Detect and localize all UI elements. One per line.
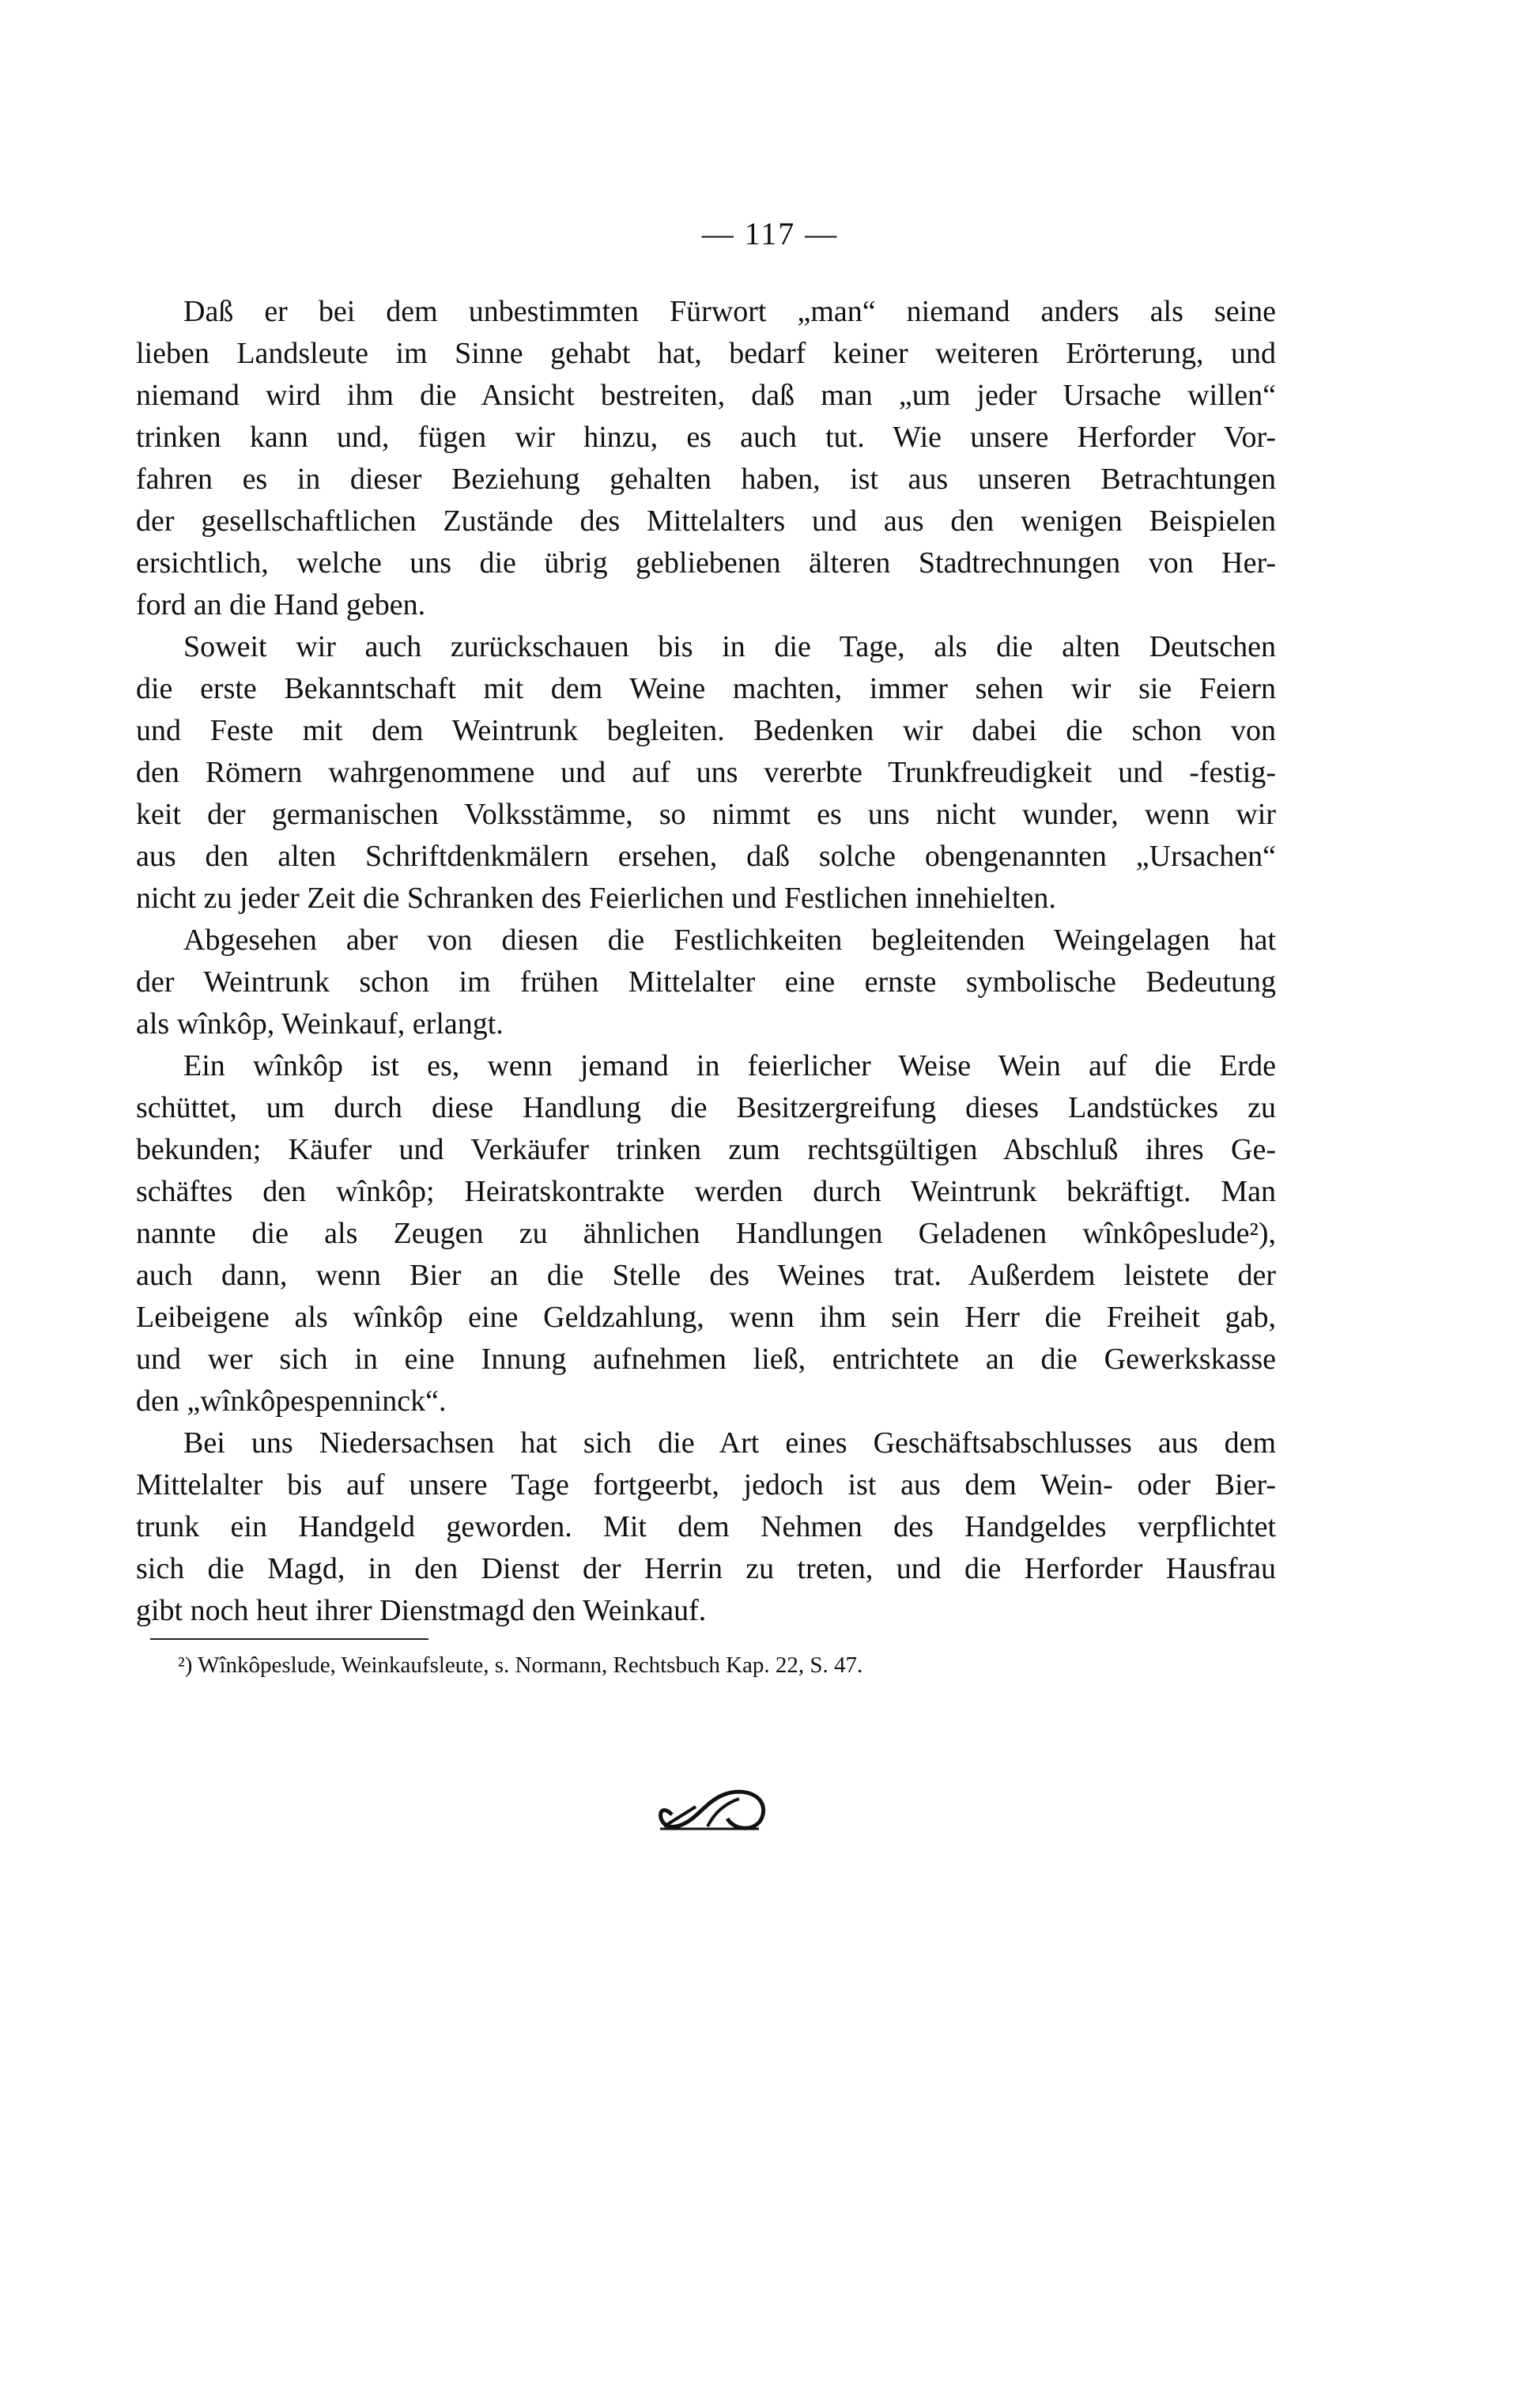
text-line: gibt noch heut ihrer Dienstmagd den Weinkauf. [136, 1594, 707, 1627]
paragraph [136, 291, 1276, 626]
paragraph [136, 626, 1276, 920]
text-line: Bei uns Niedersachsen hat sich die Art eines Geschäftsabschlusses aus dem [183, 1426, 1276, 1460]
text-line: den Römern wahrgenommene und auf uns vererbte Trunkfreudigkeit und -festig- [136, 756, 1276, 789]
text-line: sich die Magd, in den Dienst der Herrin zu treten, und die Herforder Hausfrau [136, 1552, 1276, 1585]
text-line: schäftes den wînkôp; Heiratskontrakte werden durch Weintrunk bekräftigt. Man [136, 1175, 1276, 1208]
paragraph [136, 1422, 1276, 1632]
text-line: der gesellschaftlichen Zustände des Mittelalters und aus den wenigen Beispielen [136, 504, 1276, 538]
body-text [136, 291, 1276, 1632]
text-line: trunk ein Handgeld geworden. Mit dem Nehmen des Handgeldes verpflichtet [136, 1510, 1276, 1543]
text-line: fahren es in dieser Beziehung gehalten haben, ist aus unseren Betrachtungen [136, 463, 1276, 496]
text-line: Leibeigene als wînkôp eine Geldzahlung, wenn ihm sein Herr die Freiheit gab, [136, 1301, 1276, 1334]
text-line: trinken kann und, fügen wir hinzu, es auch tut. Wie unsere Herforder Vor- [136, 421, 1276, 454]
text-line: lieben Landsleute im Sinne gehabt hat, bedarf keiner weiteren Erörterung, und [136, 337, 1276, 370]
text-line: als wînkôp, Weinkauf, erlangt. [136, 1007, 504, 1041]
page-number: — 117 — [701, 216, 839, 251]
text-line: und Feste mit dem Weintrunk begleiten. Bedenken wir dabei die schon von [136, 714, 1276, 747]
text-line: den „wînkôpespenninck“. [136, 1384, 447, 1418]
text-line: Ein wînkôp ist es, wenn jemand in feierlicher Weise Wein auf die Erde [183, 1049, 1276, 1082]
text-line: niemand wird ihm die Ansicht bestreiten, daß man „um jeder Ursache willen“ [136, 379, 1276, 412]
text-line: nannte die als Zeugen zu ähnlichen Handlungen Geladenen wînkôpeslude²), [136, 1217, 1276, 1250]
text-line: Mittelalter bis auf unsere Tage fortgeerbt, jedoch ist aus dem Wein- oder Bier- [136, 1468, 1276, 1501]
footnote-divider [150, 1638, 428, 1640]
text-line: und wer sich in eine Innung aufnehmen ließ, entrichtete an die Gewerkskasse [136, 1343, 1276, 1376]
end-ornament-icon [648, 1783, 775, 1838]
text-line: Abgesehen aber von diesen die Festlichkeiten begleitenden Weingelagen hat [183, 924, 1276, 957]
text-line: die erste Bekanntschaft mit dem Weine machten, immer sehen wir sie Feiern [136, 672, 1276, 705]
paragraph [136, 1045, 1276, 1422]
text-line: nicht zu jeder Zeit die Schranken des Feierlichen und Festlichen innehielten. [136, 882, 1056, 915]
paragraph [136, 920, 1276, 1045]
text-line: ford an die Hand geben. [136, 588, 426, 621]
footnote: ²) Wînkôpeslude, Weinkaufsleute, s. Normann, Rechtsbuch Kap. 22, S. 47. [178, 1653, 863, 1678]
text-line: Daß er bei dem unbestimmten Fürwort „man“ niemand anders als seine [183, 295, 1276, 328]
text-line: schüttet, um durch diese Handlung die Besitzergreifung dieses Landstückes zu [136, 1091, 1276, 1124]
text-line: ersichtlich, welche uns die übrig gebliebenen älteren Stadtrechnungen von Her- [136, 546, 1276, 580]
text-line: Soweit wir auch zurückschauen bis in die Tage, als die alten Deutschen [183, 630, 1276, 663]
text-line: aus den alten Schriftdenkmälern ersehen, daß solche obengenannten „Ursachen“ [136, 840, 1276, 873]
text-line: keit der germanischen Volksstämme, so nimmt es uns nicht wunder, wenn wir [136, 798, 1276, 831]
text-line: der Weintrunk schon im frühen Mittelalter eine ernste symbolische Bedeutung [136, 965, 1276, 999]
text-line: auch dann, wenn Bier an die Stelle des Weines trat. Außerdem leistete der [136, 1259, 1276, 1292]
text-line: bekunden; Käufer und Verkäufer trinken zum rechtsgültigen Abschluß ihres Ge- [136, 1133, 1276, 1166]
